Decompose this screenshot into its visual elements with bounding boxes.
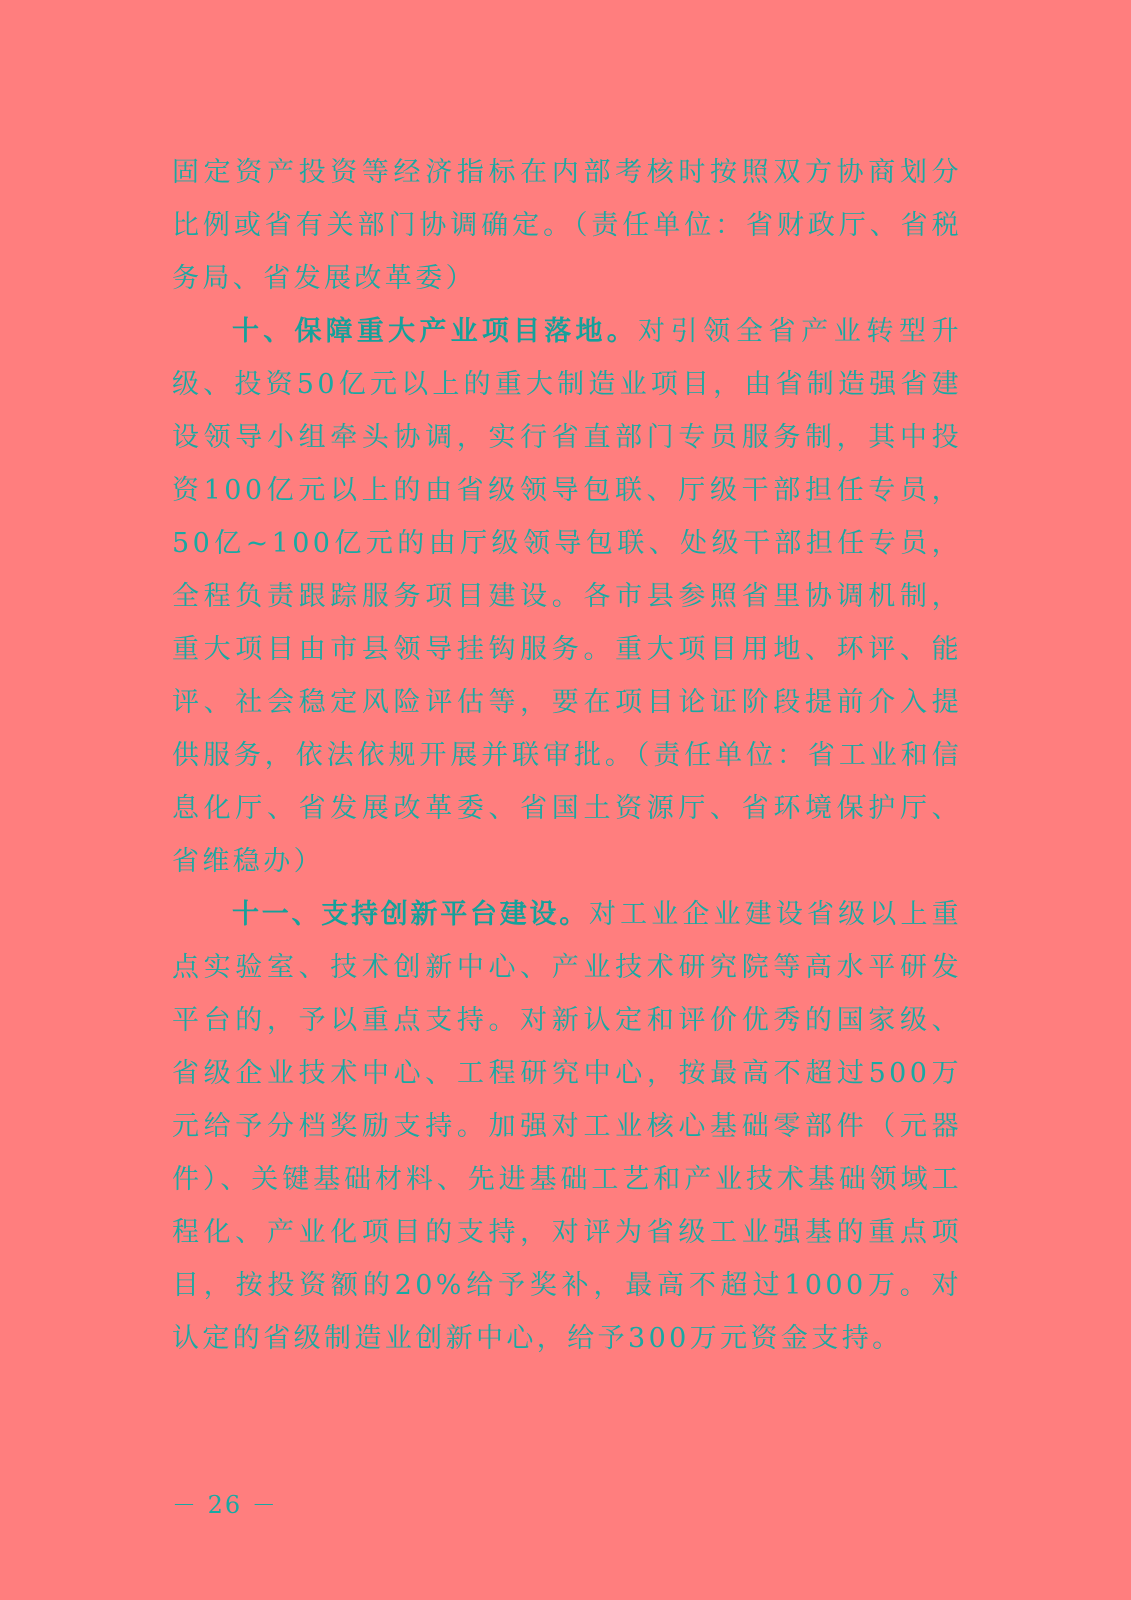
paragraph-text: 对工业企业建设省级以上重点实验室、技术创新中心、产业技术研究院等高水平研发平台的，予以重点支持。对新认定和评价优秀的国家级、省级企业技术中心、工程研究中心，按最高不超过500万元给予分档奖励支持。加强对工业核心基础零部件（元器件）、关键基础材料、先进基础工艺和产业技术基础领域工程化、产业化项目的支持，对评为省级工业强基的重点项目，按投资额的20%给予奖补，最高不超过1000万。对认定的省级制造业创新中心，给予300万元资金支持。 (172, 899, 962, 1354)
paragraph-continuation (172, 146, 962, 305)
section-heading: 十一、支持创新平台建设。 (232, 899, 589, 930)
paragraph-section-10 (172, 305, 962, 888)
paragraph-section-11 (172, 888, 962, 1365)
document-body (172, 146, 962, 1365)
paragraph-text: 固定资产投资等经济指标在内部考核时按照双方协商划分比例或省有关部门协调确定。（责任单位：省财政厅、省税务局、省发展改革委） (172, 157, 962, 294)
section-heading: 十、保障重大产业项目落地。 (232, 316, 638, 347)
paragraph-text: 对引领全省产业转型升级、投资50亿元以上的重大制造业项目，由省制造强省建设领导小组牵头协调，实行省直部门专员服务制，其中投资100亿元以上的由省级领导包联、厅级干部担任专员，50亿~100亿元的由厅级领导包联、处级干部担任专员，全程负责跟踪服务项目建设。各市县参照省里协调机制，重大项目由市县领导挂钩服务。重大项目用地、环评、能评、社会稳定风险评估等，要在项目论证阶段提前介入提供服务，依法依规开展并联审批。（责任单位：省工业和信息化厅、省发展改革委、省国土资源厅、省环境保护厅、省维稳办） (172, 316, 963, 877)
page-number: － 26 － (172, 1491, 278, 1519)
